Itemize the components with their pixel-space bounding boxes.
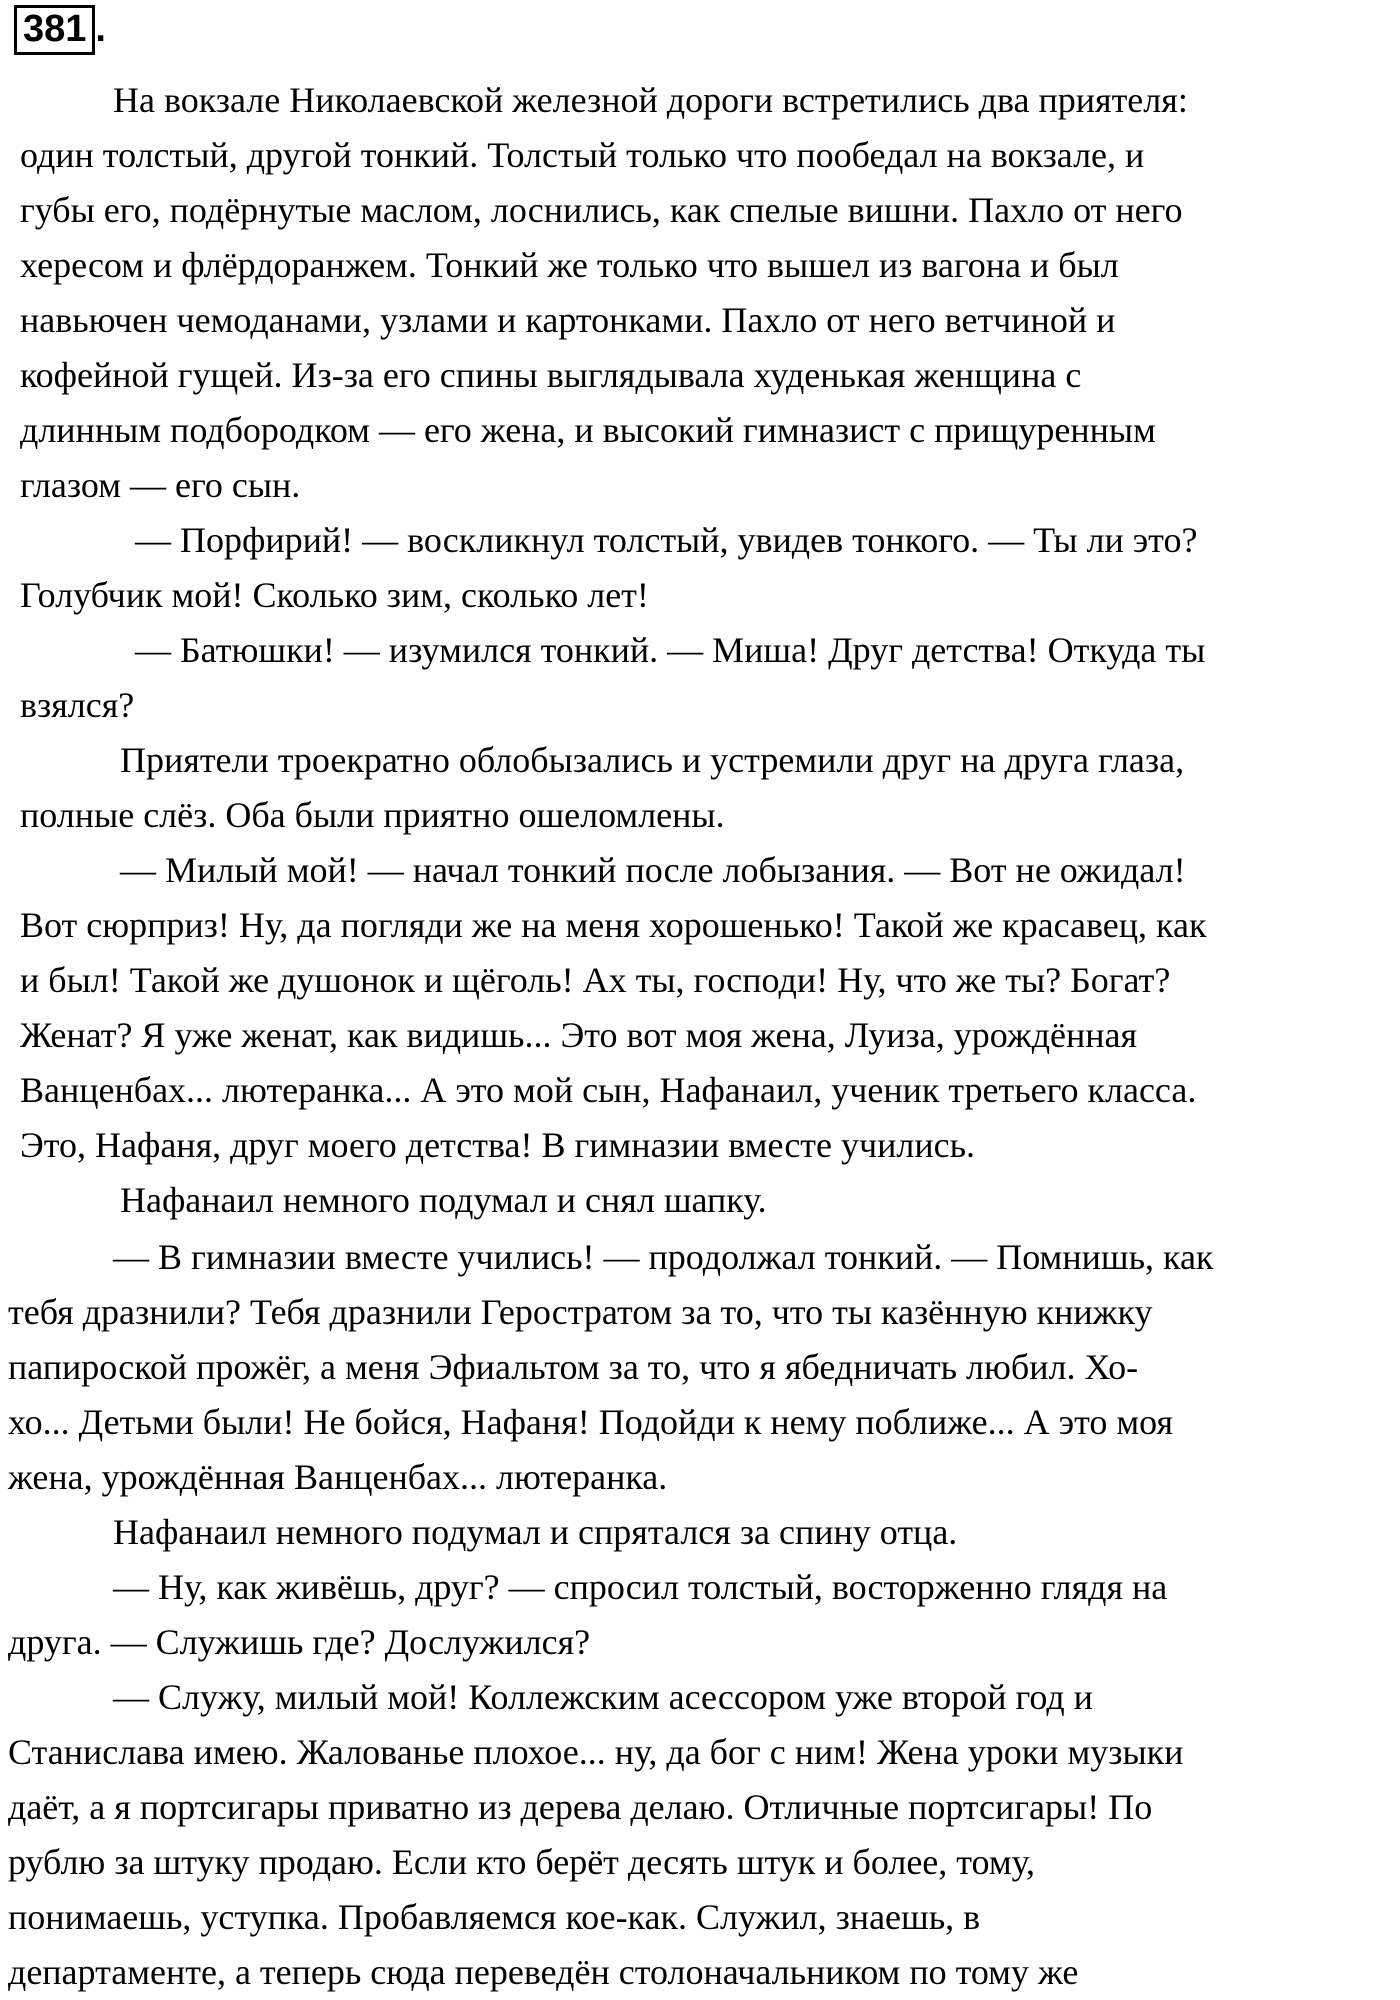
exercise-number <box>14 5 106 55</box>
text-line: Голубчик мой! Сколько зим, сколько лет! <box>20 575 649 615</box>
text-line: губы его, подёрнутые маслом, лоснились, как спелые вишни. Пахло от него <box>20 190 1183 230</box>
text-line: тебя дразнили? Тебя дразнили Геростратом за то, что ты казённую книжку <box>8 1292 1153 1332</box>
text-line: друга. — Служишь где? Дослужился? <box>8 1622 591 1662</box>
text-line: кофейной гущей. Из-за его спины выглядывала худенькая женщина с <box>20 355 1082 395</box>
text-line: Вот сюрприз! Ну, да погляди же на меня хорошенько! Такой же красавец, как <box>20 905 1207 945</box>
text-line: хо... Детьми были! Не бойся, Нафаня! Подойди к нему поближе... А это моя <box>8 1402 1174 1442</box>
text-line: департаменте, а теперь сюда переведён столоначальником по тому же <box>8 1952 1079 1992</box>
text-line: даёт, а я портсигары приватно из дерева делаю. Отличные портсигары! По <box>8 1787 1153 1827</box>
exercise-number-box: 381 <box>14 5 95 55</box>
text-line: папироской прожёг, а меня Эфиальтом за то, что я ябедничать любил. Хо- <box>8 1347 1139 1387</box>
text-line: — Порфирий! — воскликнул толстый, увидев тонкого. — Ты ли это? <box>135 520 1198 560</box>
text-line: понимаешь, уступка. Пробавляемся кое-как. Служил, знаешь, в <box>8 1897 981 1937</box>
text-line: глазом — его сын. <box>20 465 301 505</box>
text-line: Нафанаил немного подумал и снял шапку. <box>120 1180 767 1220</box>
text-line: Приятели троекратно облобызались и устремили друг на друга глаза, <box>120 740 1185 780</box>
text-line: рублю за штуку продаю. Если кто берёт десять штук и более, тому, <box>8 1842 1036 1882</box>
text-line: взялся? <box>20 685 135 725</box>
text-line: — В гимназии вместе учились! — продолжал тонкий. — Помнишь, как <box>113 1237 1214 1277</box>
text-line: и был! Такой же душонок и щёголь! Ах ты, господи! Ну, что же ты? Богат? <box>20 960 1171 1000</box>
text-line: Ванценбах... лютеранка... А это мой сын, Нафанаил, ученик третьего класса. <box>20 1070 1197 1110</box>
text-line: — Ну, как живёшь, друг? — спросил толстый, восторженно глядя на <box>113 1567 1168 1607</box>
text-line: На вокзале Николаевской железной дороги встретились два приятеля: <box>113 80 1188 120</box>
text-line: Женат? Я уже женат, как видишь... Это вот моя жена, Луиза, урождённая <box>20 1015 1138 1055</box>
text-line: — Служу, милый мой! Коллежским асессором уже второй год и <box>113 1677 1093 1717</box>
text-line: навьючен чемоданами, узлами и картонками. Пахло от него ветчиной и <box>20 300 1116 340</box>
text-line: один толстый, другой тонкий. Толстый только что пообедал на вокзале, и <box>20 135 1145 175</box>
text-line: Станислава имею. Жалованье плохое... ну, да бог с ним! Жена уроки музыки <box>8 1732 1184 1772</box>
exercise-number-dot: . <box>95 8 106 50</box>
text-line: хересом и флёрдоранжем. Тонкий же только что вышел из вагона и был <box>20 245 1119 285</box>
text-line: длинным подбородком — его жена, и высокий гимназист с прищуренным <box>20 410 1156 450</box>
text-line: Это, Нафаня, друг моего детства! В гимназии вместе учились. <box>20 1125 976 1165</box>
text-line: — Милый мой! — начал тонкий после лобызания. — Вот не ожидал! <box>120 850 1186 890</box>
text-line: жена, урождённая Ванценбах... лютеранка. <box>8 1457 668 1497</box>
text-line: Нафанаил немного подумал и спрятался за спину отца. <box>113 1512 958 1552</box>
text-line: полные слёз. Оба были приятно ошеломлены. <box>20 795 725 835</box>
text-line: — Батюшки! — изумился тонкий. — Миша! Друг детства! Откуда ты <box>135 630 1206 670</box>
